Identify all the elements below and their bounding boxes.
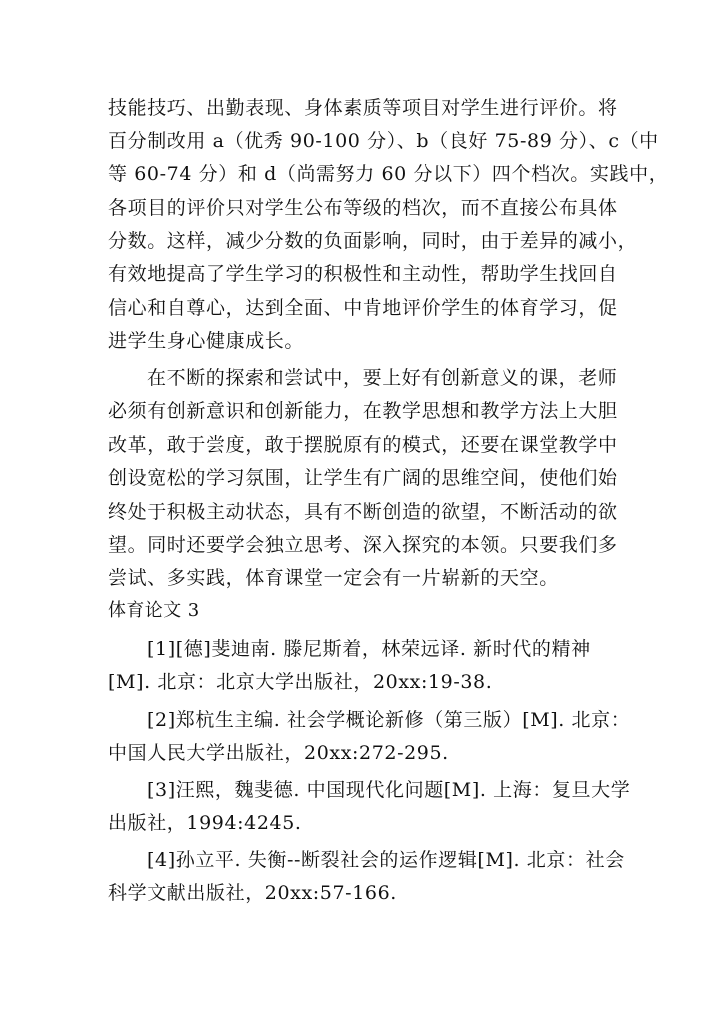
paragraph-line: 在不断的探索和尝试中，要上好有创新意义的课，老师 [147, 367, 618, 389]
paragraph-line: 创设宽松的学习氛围，让学生有广阔的思维空间，使他们始 [108, 467, 618, 489]
paragraph-line: 望。同时还要学会独立思考、深入探究的本领。只要我们多 [108, 534, 618, 556]
paragraph-line: 终处于积极主动状态，具有不断创造的欲望，不断活动的欲 [108, 501, 618, 523]
section-title: 体育论文 3 [108, 600, 200, 621]
paragraph-line: 分数。这样，减少分数的负面影响，同时，由于差异的减小， [108, 230, 638, 252]
paragraph-line: 进学生身心健康成长。 [108, 330, 305, 352]
reference-line: [1][德]斐迪南. 滕尼斯着，林荣远译. 新时代的精神 [147, 638, 591, 660]
paragraph-line: 有效地提高了学生学习的积极性和主动性，帮助学生找回自 [108, 263, 618, 285]
paragraph-line: 信心和自尊心，达到全面、中肯地评价学生的体育学习，促 [108, 297, 618, 319]
paragraph-line: 改革，敢于尝度，敢于摆脱原有的模式，还要在课堂教学中 [108, 434, 618, 456]
reference-line: [M]. 北京：北京大学出版社，20xx:19-38. [108, 671, 493, 693]
reference-line: 科学文献出版社，20xx:57-166. [108, 882, 397, 904]
paragraph-line: 技能技巧、出勤表现、身体素质等项目对学生进行评价。将 [108, 97, 618, 119]
reference-line: [3]汪熙，魏斐德. 中国现代化问题[M]. 上海：复旦大学 [147, 779, 631, 801]
reference-line: [4]孙立平. 失衡--断裂社会的运作逻辑[M]. 北京：社会 [147, 849, 625, 871]
reference-line: [2]郑杭生主编. 社会学概论新修（第三版）[M]. 北京： [147, 709, 631, 731]
paragraph-line: 各项目的评价只对学生公布等级的档次，而不直接公布具体 [108, 197, 618, 219]
paragraph-line: 百分制改用 a（优秀 90-100 分）、b（良好 75-89 分）、c（中 [108, 130, 659, 152]
paragraph-line: 等 60-74 分）和 d（尚需努力 60 分以下）四个档次。实践中， [108, 163, 669, 185]
paragraph-line: 尝试、多实践，体育课堂一定会有一片崭新的天空。 [108, 567, 559, 589]
paragraph-line: 必须有创新意识和创新能力，在教学思想和教学方法上大胆 [108, 400, 618, 422]
reference-line: 出版社，1994:4245. [108, 812, 302, 834]
reference-line: 中国人民大学出版社，20xx:272-295. [108, 742, 449, 764]
